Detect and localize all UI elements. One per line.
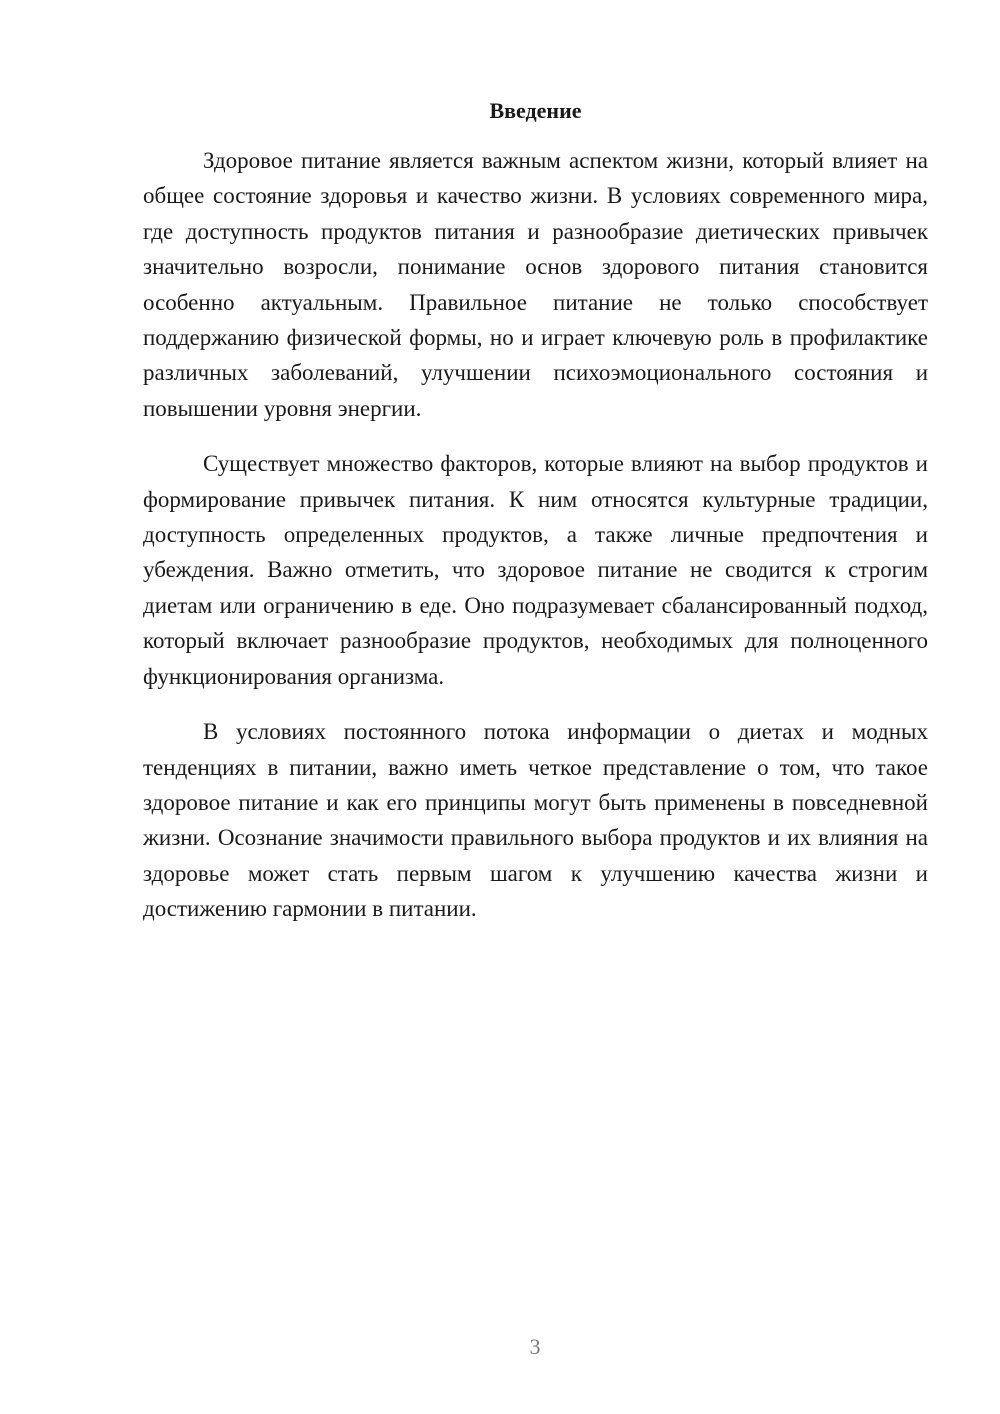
paragraph-3: В условиях постоянного потока информации о диетах и модных тенденциях в питании, важно иметь четкое представление о том, что такое здоровое питание и как его принципы могут быть применены в повседневной жизни. Осознание значимости правильного выбора продуктов и их влияния на здоровье может стать первым шагом к улучшению качества жизни и достижению гармонии в питании. xyxy=(143,719,928,922)
paragraph-2: Существует множество факторов, которые влияют на выбор продуктов и формирование привычек питания. К ним относятся культурные традиции, доступность определенных продуктов, а также личные предпочтения и убеждения. Важно отметить, что здоровое питание не сводится к строгим диетам или ограничению в еде. Оно подразумевает сбалансированный подход, который включает разнообразие продуктов, необходимых для полноценного функционирования организма. xyxy=(143,451,928,689)
paragraph-1: Здоровое питание является важным аспектом жизни, который влияет на общее состояние здоровья и качество жизни. В условиях современного мира, где доступность продуктов питания и разнообразие диетических привычек значительно возросли, понимание основ здорового питания становится особенно актуальным. Правильное питание не только способствует поддержанию физической формы, но и играет ключевую роль в профилактике различных заболеваний, улучшении психоэмоционального состояния и повышении уровня энергии. xyxy=(143,148,928,421)
page-number: 3 xyxy=(529,1334,541,1359)
page-content xyxy=(143,95,928,947)
section-heading: Введение xyxy=(489,98,582,123)
